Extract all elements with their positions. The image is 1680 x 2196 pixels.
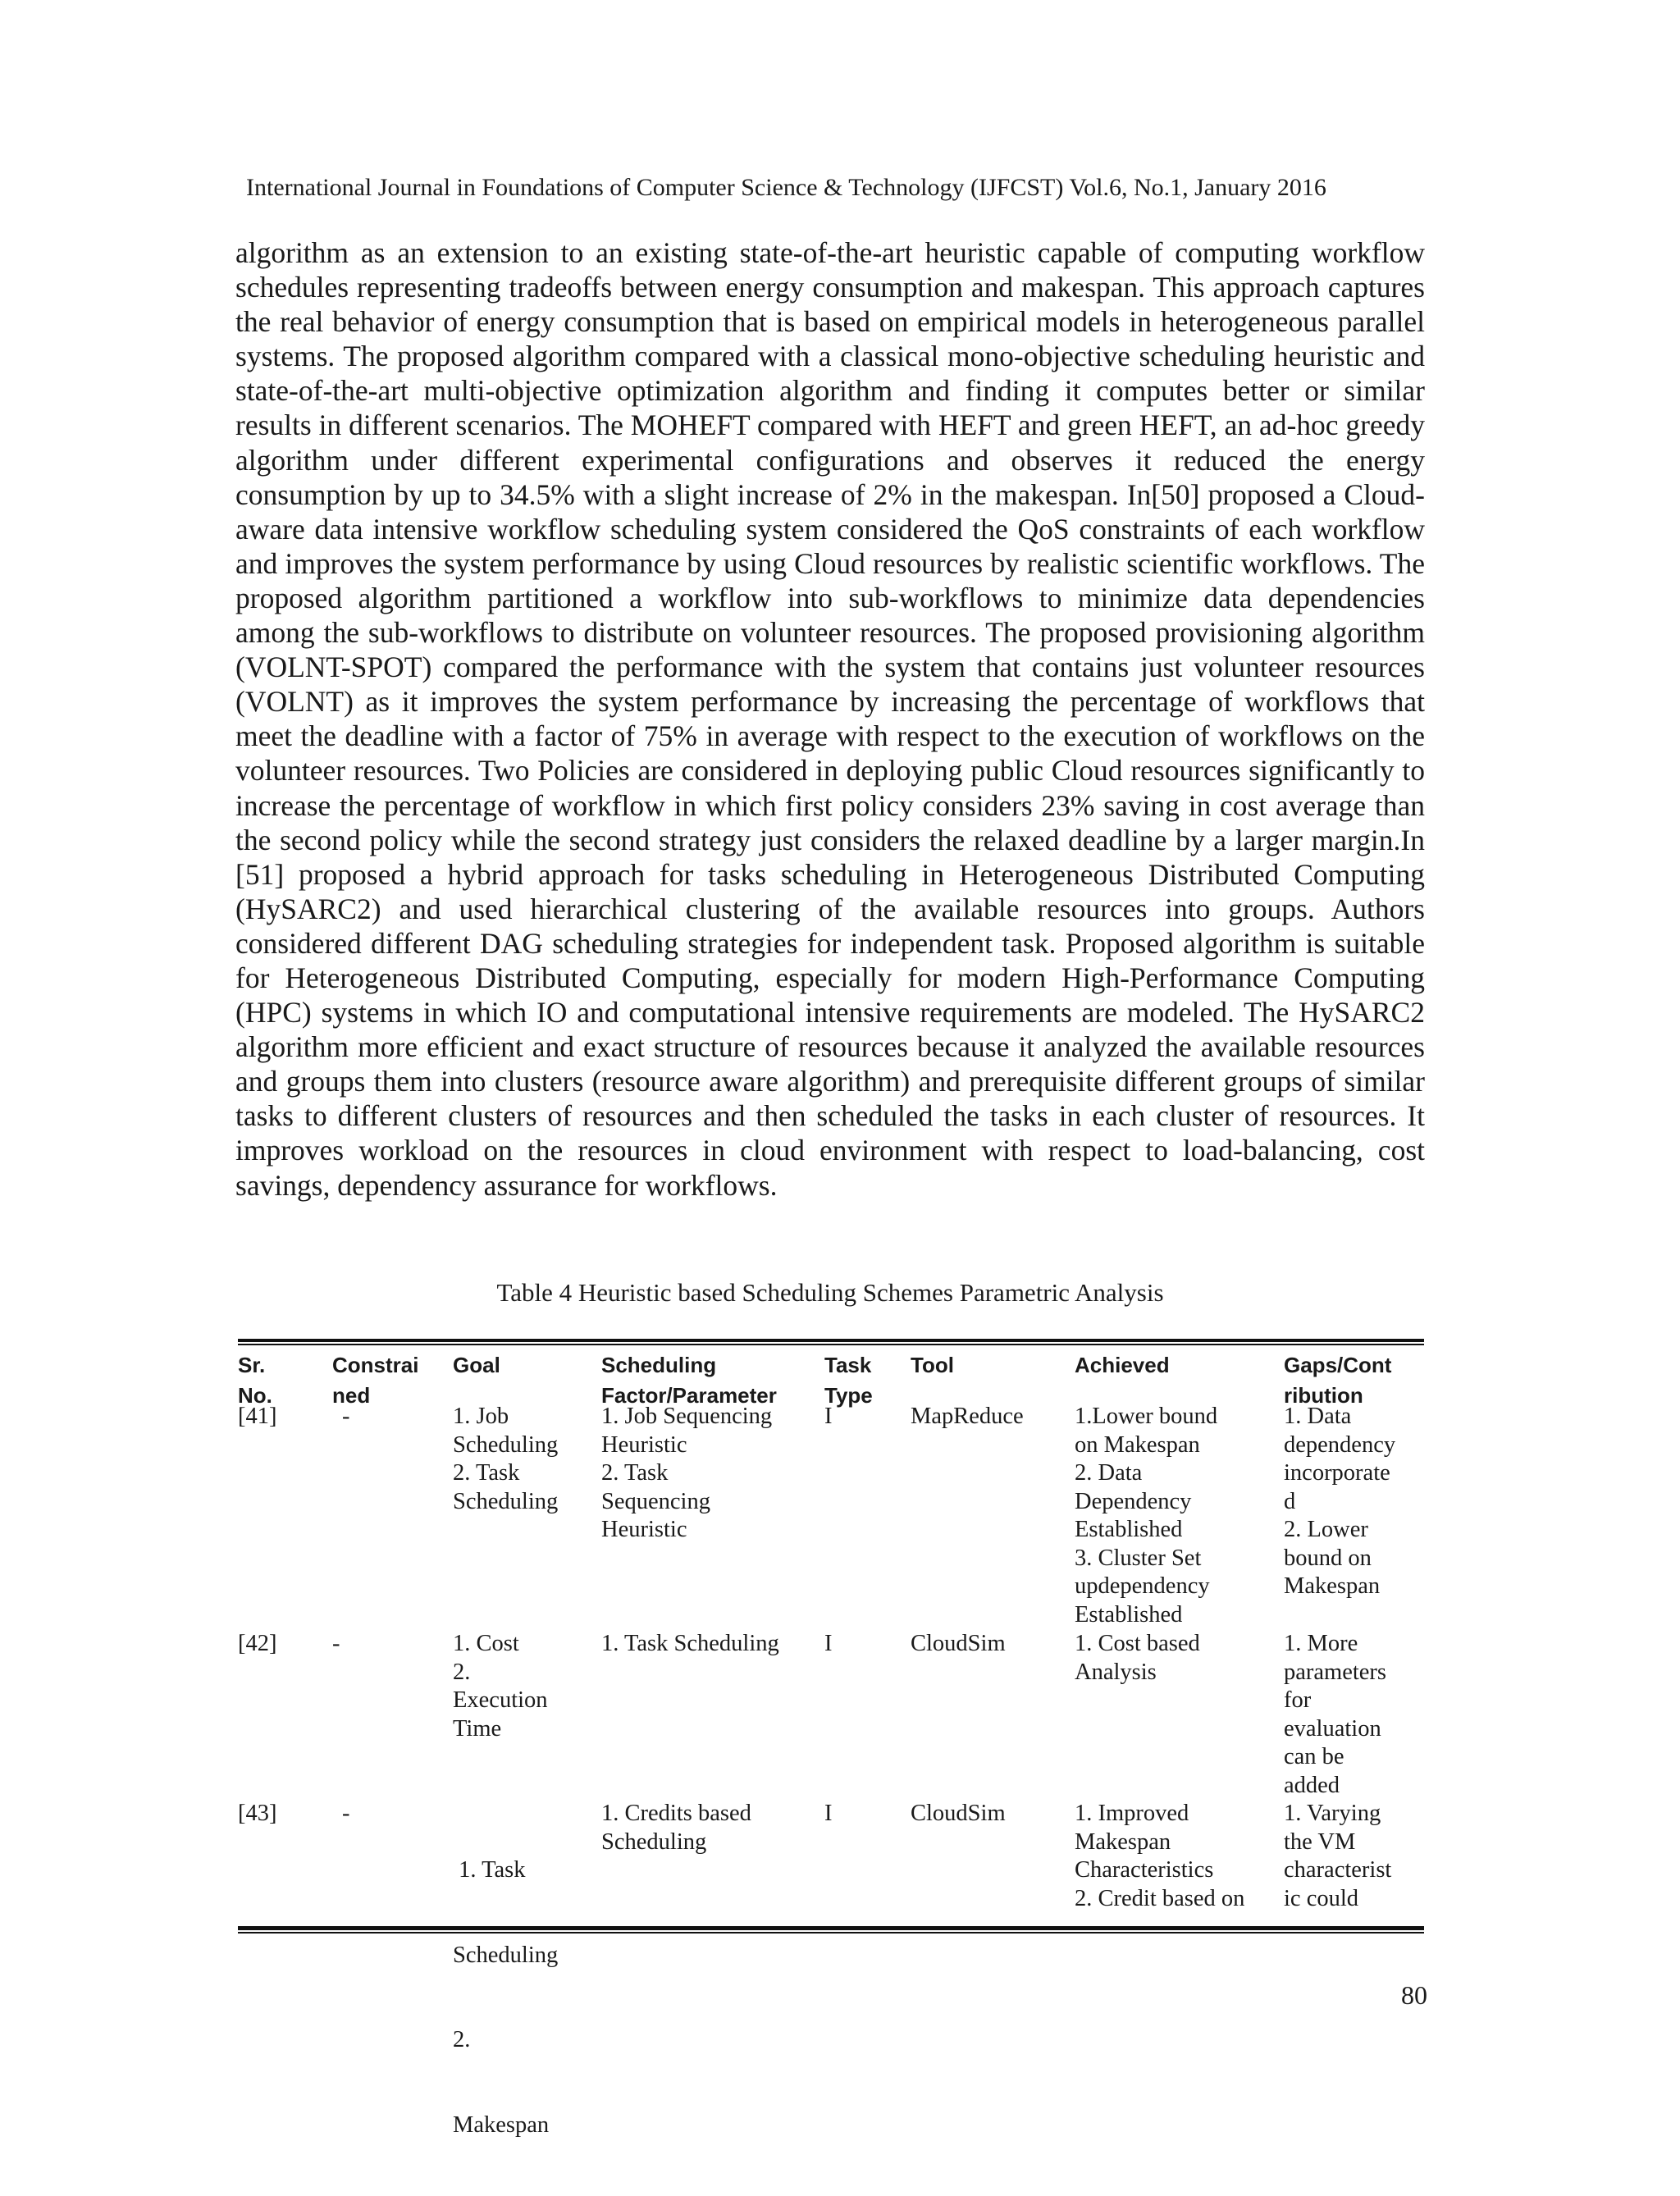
cell-goal: 1. Task Scheduling 2. Makespan bbox=[453, 1857, 559, 2138]
cell-task-type: I bbox=[824, 1404, 833, 1429]
cell-constrained: - bbox=[342, 1404, 350, 1429]
header-tool: Tool bbox=[911, 1353, 954, 1377]
cell-constrained: - bbox=[332, 1631, 340, 1656]
cell-tool: CloudSim bbox=[911, 1801, 1006, 1826]
body-paragraph: algorithm as an extension to an existing state-of-the-art heuristic capable of computing workflow schedules representing tradeoffs between energy consumption and makespan. This approach captures the real behavior of energy consumption that is based on empirical models in heterogeneous parallel systems. The proposed algorithm compared with a classical mono-objective scheduling heuristic and state-of-the-art multi-objective optimization algorithm and finding it computes better or similar results in different scenarios. The MOHEFT compared with HEFT and green HEFT, an ad-hoc greedy algorithm under different experimental configurations and observes it reduced the energy consumption by up to 34.5% with a slight increase of 2% in the makespan. In[50] proposed a Cloud-aware data intensive workflow scheduling system considered the QoS constraints of each workflow and improves the system performance by using Cloud resources by realistic scientific workflows. The proposed algorithm partitioned a workflow into sub-workflows to minimize data dependencies among the sub-workflows to distribute on volunteer resources. The proposed provisioning algorithm (VOLNT-SPOT) compared the performance with the system that contains just volunteer resources (VOLNT) as it improves the system performance by increasing the percentage of workflows that meet the deadline with a factor of 75% in average with respect to the execution of workflows on the volunteer resources. Two Policies are considered in deploying public Cloud resources significantly to increase the percentage of workflow in which first policy considers 23% saving in cost average than the second policy while the second strategy just considers the relaxed deadline by a larger margin.In [51] proposed a hybrid approach for tasks scheduling in Heterogeneous Distributed Computing (HySARC2) and used hierarchical clustering of the available resources into groups. Authors considered different DAG scheduling strategies for independent task. Proposed algorithm is suitable for Heterogeneous Distributed Computing, especially for modern High-Performance Computing (HPC) systems in which IO and computational intensive requirements are modeled. The HySARC2 algorithm more efficient and exact structure of resources because it analyzed the available resources and groups them into clusters (resource aware algorithm) and prerequisite different groups of similar tasks to different clusters of resources and then scheduled the tasks in each cluster of resources. It improves workload on the resources in cloud environment with respect to load-balancing, cost savings, dependency assurance for workflows. bbox=[235, 236, 1425, 1202]
table-bottom-rule bbox=[238, 1926, 1424, 1933]
header-task-type: Task Type bbox=[824, 1353, 873, 1408]
cell-sr-no: [43] bbox=[238, 1801, 277, 1826]
table-top-rule bbox=[238, 1339, 1424, 1345]
cell-goal: 1. Job Scheduling 2. Task Scheduling bbox=[453, 1404, 559, 1514]
cell-gaps-contribution: 1. Data dependency incorporate d 2. Lower bound on Makespan bbox=[1284, 1404, 1396, 1599]
header-scheduling-factor: Scheduling Factor/Parameter bbox=[601, 1353, 777, 1408]
cell-achieved: 1. Cost based Analysis bbox=[1075, 1631, 1200, 1685]
cell-constrained: - bbox=[342, 1801, 350, 1826]
cell-scheduling-factor: 1. Credits based Scheduling bbox=[601, 1801, 751, 1855]
header-gaps-contribution: Gaps/Cont ribution bbox=[1284, 1353, 1392, 1408]
cell-scheduling-factor: 1. Job Sequencing Heuristic 2. Task Sequencing Heuristic bbox=[601, 1404, 773, 1542]
cell-scheduling-factor: 1. Task Scheduling bbox=[601, 1631, 779, 1656]
cell-task-type: I bbox=[824, 1801, 833, 1826]
header-sr-no: Sr. No. bbox=[238, 1353, 272, 1408]
header-achieved: Achieved bbox=[1075, 1353, 1170, 1377]
cell-gaps-contribution: 1. Varying the VM characterist ic could bbox=[1284, 1801, 1392, 1911]
page-number: 80 bbox=[1401, 1980, 1427, 2010]
cell-sr-no: [41] bbox=[238, 1404, 277, 1429]
header-goal: Goal bbox=[453, 1353, 500, 1377]
running-header: International Journal in Foundations of Computer Science & Technology (IJFCST) Vol.6, No.1, January 2016 bbox=[246, 174, 1326, 201]
cell-goal: 1. Cost 2. Execution Time bbox=[453, 1631, 548, 1742]
header-constrained: Constrai ned bbox=[332, 1353, 419, 1408]
cell-tool: MapReduce bbox=[911, 1404, 1024, 1429]
cell-tool: CloudSim bbox=[911, 1631, 1006, 1656]
cell-achieved: 1.Lower bound on Makespan 2. Data Dependency Established 3. Cluster Set updependency Established bbox=[1075, 1404, 1218, 1628]
table-caption: Table 4 Heuristic based Scheduling Schemes Parametric Analysis bbox=[496, 1278, 1164, 1307]
cell-gaps-contribution: 1. More parameters for evaluation can be added bbox=[1284, 1631, 1387, 1798]
cell-task-type: I bbox=[824, 1631, 833, 1656]
cell-achieved: 1. Improved Makespan Characteristics 2. Credit based on bbox=[1075, 1801, 1245, 1911]
cell-sr-no: [42] bbox=[238, 1631, 277, 1656]
